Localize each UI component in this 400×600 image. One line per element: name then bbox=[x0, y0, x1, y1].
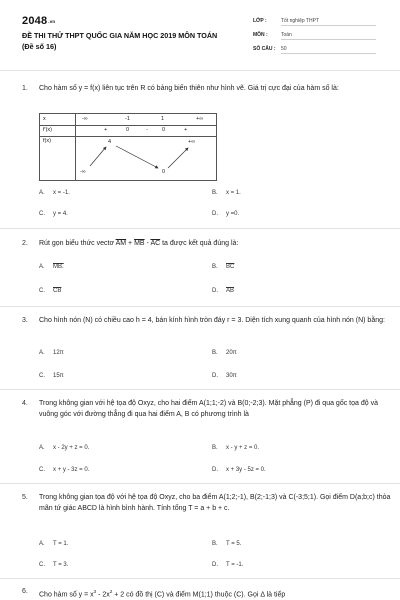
vector-am: $\overline{AM}$ bbox=[115, 240, 127, 247]
site-logo[interactable] bbox=[22, 15, 55, 27]
exponent: 3 bbox=[93, 589, 97, 594]
row-label-fprime: f'(x) bbox=[43, 127, 52, 133]
option-letter: D. bbox=[212, 562, 218, 568]
divider bbox=[0, 483, 400, 484]
option-text: x - 2y + z = 0. bbox=[53, 445, 90, 451]
option-letter: C. bbox=[39, 288, 45, 294]
option-d[interactable] bbox=[212, 288, 234, 294]
option-text: x = 1. bbox=[226, 190, 241, 196]
sign-value: 0 bbox=[126, 127, 130, 133]
option-d[interactable] bbox=[212, 467, 266, 473]
text-part: Rút gọn biểu thức vectơ bbox=[39, 240, 116, 247]
option-text: 30π bbox=[226, 373, 237, 379]
option-text: x - y + z = 0. bbox=[226, 445, 260, 451]
exam-title: ĐỀ THI THỬ THPT QUỐC GIA NĂM HỌC 2019 MÔN TOÁN bbox=[22, 31, 218, 40]
question-text: Cho hình nón (N) có chiều cao h = 4, bán kính hình tròn đáy r = 3. Diện tích xung quanh của hình nón (N) bằng: bbox=[39, 317, 385, 324]
minus-sign: - bbox=[144, 240, 151, 247]
question-text: Trong không gian với hệ tọa độ Oxyz, cho hai điểm A(1;1;-2) và B(0;-2;3). Mặt phẳng (P) đi qua gốc tọa độ và vuông góc với đường thẳng đi qua hai điểm A, B có phương trình là bbox=[39, 400, 378, 418]
option-d[interactable] bbox=[212, 211, 239, 217]
sign-value: + bbox=[184, 127, 188, 133]
f-value-min: 0 bbox=[162, 169, 166, 175]
variation-arrows bbox=[40, 114, 216, 180]
variation-table bbox=[39, 113, 217, 181]
option-letter: C. bbox=[39, 467, 45, 473]
question-number: 3. bbox=[22, 317, 28, 324]
option-text: 12π bbox=[53, 350, 64, 356]
question-number: 2. bbox=[22, 240, 28, 247]
option-letter: C. bbox=[39, 562, 45, 568]
option-text: x = -1. bbox=[53, 190, 70, 196]
option-a[interactable] bbox=[39, 541, 68, 547]
option-letter: B. bbox=[212, 190, 218, 196]
option-text: 15π bbox=[53, 373, 64, 379]
question-number: 6. bbox=[22, 588, 28, 595]
option-b[interactable] bbox=[212, 190, 241, 196]
row-label-x: x bbox=[43, 116, 46, 122]
option-letter: A. bbox=[39, 350, 45, 356]
x-value: 1 bbox=[161, 116, 165, 122]
option-d[interactable] bbox=[212, 373, 237, 379]
option-c[interactable] bbox=[39, 211, 68, 217]
question-text: Cho hàm số y = f(x) liên tục trên R có bảng biến thiên như hình vẽ. Giá trị cực đại của hàm số là: bbox=[39, 85, 339, 92]
question-number: 5. bbox=[22, 494, 28, 501]
meta-label: SỐ CÂU : bbox=[253, 46, 276, 52]
option-c[interactable] bbox=[39, 467, 89, 473]
question-text: Trong không gian tọa độ với hệ tọa độ Oxyz, cho ba điểm A(1;2;-1), B(2;-1;3) và C(-3;5;1). Gọi điểm D(a;b;c) thỏa mãn tứ giác ABCD là hình bình hành. Tính tổng T = a + b + c. bbox=[39, 494, 391, 512]
exam-subtitle: (Đề số 16) bbox=[22, 42, 57, 51]
option-letter: D. bbox=[212, 373, 218, 379]
option-b[interactable] bbox=[212, 350, 237, 356]
option-a[interactable] bbox=[39, 264, 64, 270]
divider bbox=[0, 389, 400, 390]
divider bbox=[0, 578, 400, 579]
meta-label: MÔN : bbox=[253, 32, 268, 38]
f-value-max: 4 bbox=[108, 139, 112, 145]
sign-value: - bbox=[146, 127, 148, 133]
text-part: - 2x bbox=[96, 591, 110, 599]
option-text: y =0. bbox=[226, 211, 240, 217]
option-letter: D. bbox=[212, 288, 218, 294]
meta-subject bbox=[253, 32, 376, 40]
option-letter: A. bbox=[39, 264, 45, 270]
sign-value: 0 bbox=[162, 127, 166, 133]
vector-mb: $\overline{MB}$ bbox=[134, 240, 145, 247]
option-letter: D. bbox=[212, 467, 218, 473]
option-text: 20π bbox=[226, 350, 237, 356]
question-text bbox=[39, 238, 392, 249]
plus-sign: + bbox=[126, 240, 135, 247]
exponent: 2 bbox=[109, 589, 113, 594]
option-a[interactable] bbox=[39, 190, 70, 196]
option-text: x + y - 3z = 0. bbox=[53, 467, 90, 473]
option-text: x + 3y - 5z = 0. bbox=[226, 467, 266, 473]
f-value-minusinf: -∞ bbox=[80, 169, 86, 175]
meta-class bbox=[253, 18, 376, 26]
option-text: T = 5. bbox=[226, 541, 242, 547]
option-text: $\overline{AB}$ bbox=[226, 288, 235, 294]
x-value: +∞ bbox=[196, 116, 204, 122]
option-letter: B. bbox=[212, 350, 218, 356]
divider bbox=[0, 306, 400, 307]
option-text: MB. bbox=[53, 264, 64, 270]
option-letter: B. bbox=[212, 264, 218, 270]
option-c[interactable] bbox=[39, 562, 68, 568]
option-letter: C. bbox=[39, 373, 45, 379]
sign-value: + bbox=[104, 127, 108, 133]
x-value: -∞ bbox=[82, 116, 88, 122]
question-text bbox=[39, 586, 392, 600]
option-letter: A. bbox=[39, 445, 45, 451]
meta-value: 50 bbox=[281, 46, 376, 54]
option-text: $\overline{BC}$ bbox=[226, 264, 235, 270]
option-text: $\overline{CB}$ bbox=[53, 288, 62, 294]
option-c[interactable] bbox=[39, 288, 61, 294]
option-c[interactable] bbox=[39, 373, 64, 379]
f-value-plusinf: +∞ bbox=[188, 139, 196, 145]
option-b[interactable] bbox=[212, 445, 259, 451]
option-a[interactable] bbox=[39, 350, 64, 356]
option-b[interactable] bbox=[212, 264, 234, 270]
meta-value: Toán bbox=[281, 32, 376, 40]
option-text: T = 3. bbox=[53, 562, 69, 568]
option-d[interactable] bbox=[212, 562, 243, 568]
option-b[interactable] bbox=[212, 541, 241, 547]
option-letter: B. bbox=[212, 445, 218, 451]
logo-suffix: .vn bbox=[48, 18, 56, 24]
question-number: 4. bbox=[22, 400, 28, 407]
option-letter: C. bbox=[39, 211, 45, 217]
option-text: T = 1. bbox=[53, 541, 69, 547]
option-text: T = -1. bbox=[226, 562, 244, 568]
row-label-f: f(x) bbox=[43, 138, 51, 144]
text-part: + 2 có đồ thị (C) và điểm M(1;1) thuộc (C). Gọi Δ là tiếp bbox=[112, 591, 286, 599]
option-letter: A. bbox=[39, 190, 45, 196]
option-letter: B. bbox=[212, 541, 218, 547]
meta-value: Tốt nghiệp THPT bbox=[281, 18, 376, 26]
question-number: 1. bbox=[22, 85, 28, 92]
text-part: Cho hàm số y = x bbox=[39, 591, 94, 599]
option-letter: A. bbox=[39, 541, 45, 547]
option-a[interactable] bbox=[39, 445, 89, 451]
logo-text: 2048 bbox=[22, 15, 48, 27]
divider bbox=[0, 228, 400, 229]
x-value: -1 bbox=[125, 116, 130, 122]
vector-ac: $\overline{AC}$ bbox=[150, 240, 161, 247]
meta-count bbox=[253, 46, 376, 54]
option-letter: D. bbox=[212, 211, 218, 217]
option-text: y = 4. bbox=[53, 211, 68, 217]
text-part: ta được kết quả đúng là: bbox=[160, 240, 239, 247]
divider bbox=[0, 70, 400, 71]
meta-label: LỚP : bbox=[253, 18, 267, 24]
